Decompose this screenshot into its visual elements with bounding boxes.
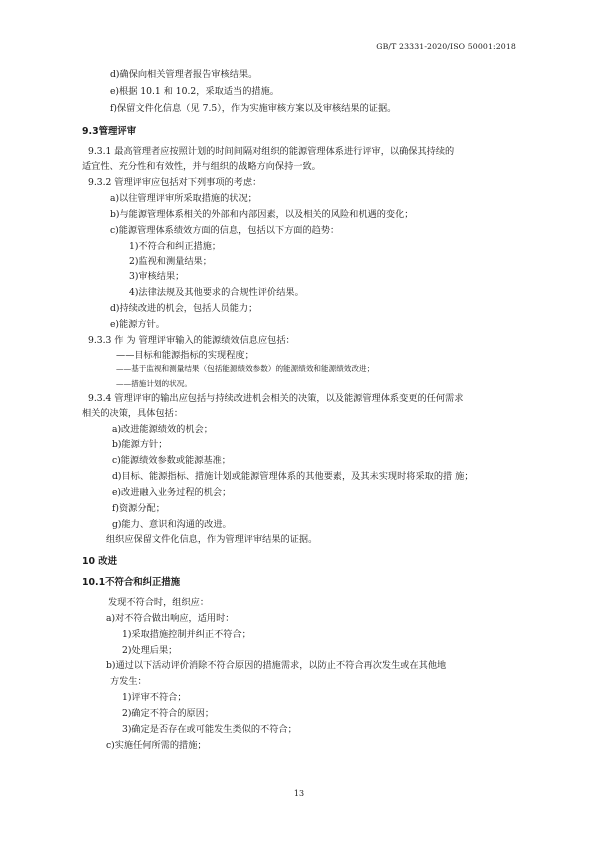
list-item: a)对不符合做出响应，适用时： [106,613,235,624]
list-item: d)确保向相关管理者报告审核结果。 [110,69,258,80]
sub-list-item: 1)采取措施控制并纠正不符合； [122,629,251,640]
list-item: c)实施任何所需的措施； [106,740,207,751]
list-item: d)目标、能源指标、措施计划或能源管理体系的其他要素，及其未实现时将采取的措 施； [112,471,474,482]
sub-list-item: 2)确定不符合的原因； [122,708,215,719]
list-item: 方发生： [110,676,147,687]
paragraph-line: 9.3.4 管理评审的输出应包括与持续改进机会相关的决策，以及能源管理体系变更的任何需求 [88,393,464,404]
list-item: d)持续改进的机会，包括人员能力； [110,303,258,314]
list-item: f)保留文件化信息（见 7.5），作为实施审核方案以及审核结果的证据。 [110,103,397,114]
section-heading: 10 改进 [82,556,118,567]
sub-list-item: 2)监视和测量结果； [129,256,212,267]
section-heading: 9.3管理评审 [82,126,137,137]
paragraph-line: 9.3.2 管理评审应包括对下列事项的考虑： [88,177,262,188]
paragraph-line: 组织应保留文件化信息，作为管理评审结果的证据。 [106,534,318,545]
list-item: e)能源方针。 [110,319,165,330]
standard-code-header: GB/T 23331-2020/ISO 50001:2018 [376,42,516,51]
sub-list-item: 4)法律法规及其他要求的合规性评价结果。 [129,287,304,298]
list-item: b)通过以下活动评价消除不符合原因的措施需求，以防止不符合再次发生或在其他地 [106,660,447,671]
page-number: 13 [293,789,305,798]
dash-item: ——措施计划的状况。 [116,379,192,388]
sub-list-item: 1)不符合和纠正措施； [129,241,222,252]
list-item: e)根据 10.1 和 10.2，采取适当的措施。 [110,86,279,97]
sub-list-item: 2)处理后果； [122,645,178,656]
list-item: c)能源管理体系绩效方面的信息，包括以下方面的趋势： [110,225,340,236]
sub-list-item: 1)评审不符合； [122,692,187,703]
paragraph-line: 9.3.3 作 为 管理评审输入的能源绩效信息应包括： [88,335,295,346]
sub-list-item: 3)确定是否存在或可能发生类似的不符合； [122,724,297,735]
list-item: a)以往管理评审所采取措施的状况； [110,193,257,204]
list-item: g)能力、意识和沟通的改进。 [112,519,232,530]
subsection-heading: 10.1不符合和纠正措施 [82,577,181,588]
dash-item: ——基于监视和测量结果（包括能源绩效参数）的能源绩效和能源绩效改进； [116,364,375,373]
paragraph-line: 相关的决策，具体包括： [82,408,184,419]
list-item: f)资源分配； [112,503,165,514]
sub-list-item: 3)审核结果； [129,271,185,282]
list-item: b)能源方针； [112,439,168,450]
paragraph-line: 9.3.1 最高管理者应按照计划的时间间隔对组织的能源管理体系进行评审，以确保其持续的 [88,146,455,157]
list-item: c)能源绩效参数或能源基准； [112,455,231,466]
list-item: b)与能源管理体系相关的外部和内部因素，以及相关的风险和机遇的变化； [110,209,414,220]
paragraph-line: 发现不符合时，组织应： [108,597,210,608]
paragraph-line: 适宜性、充分性和有效性，并与组织的战略方向保持一致。 [82,161,321,172]
list-item: e)改进融入业务过程的机会； [112,487,232,498]
list-item: a)改进能源绩效的机会； [112,424,213,435]
dash-item: ——目标和能源指标的实现程度； [116,350,254,361]
